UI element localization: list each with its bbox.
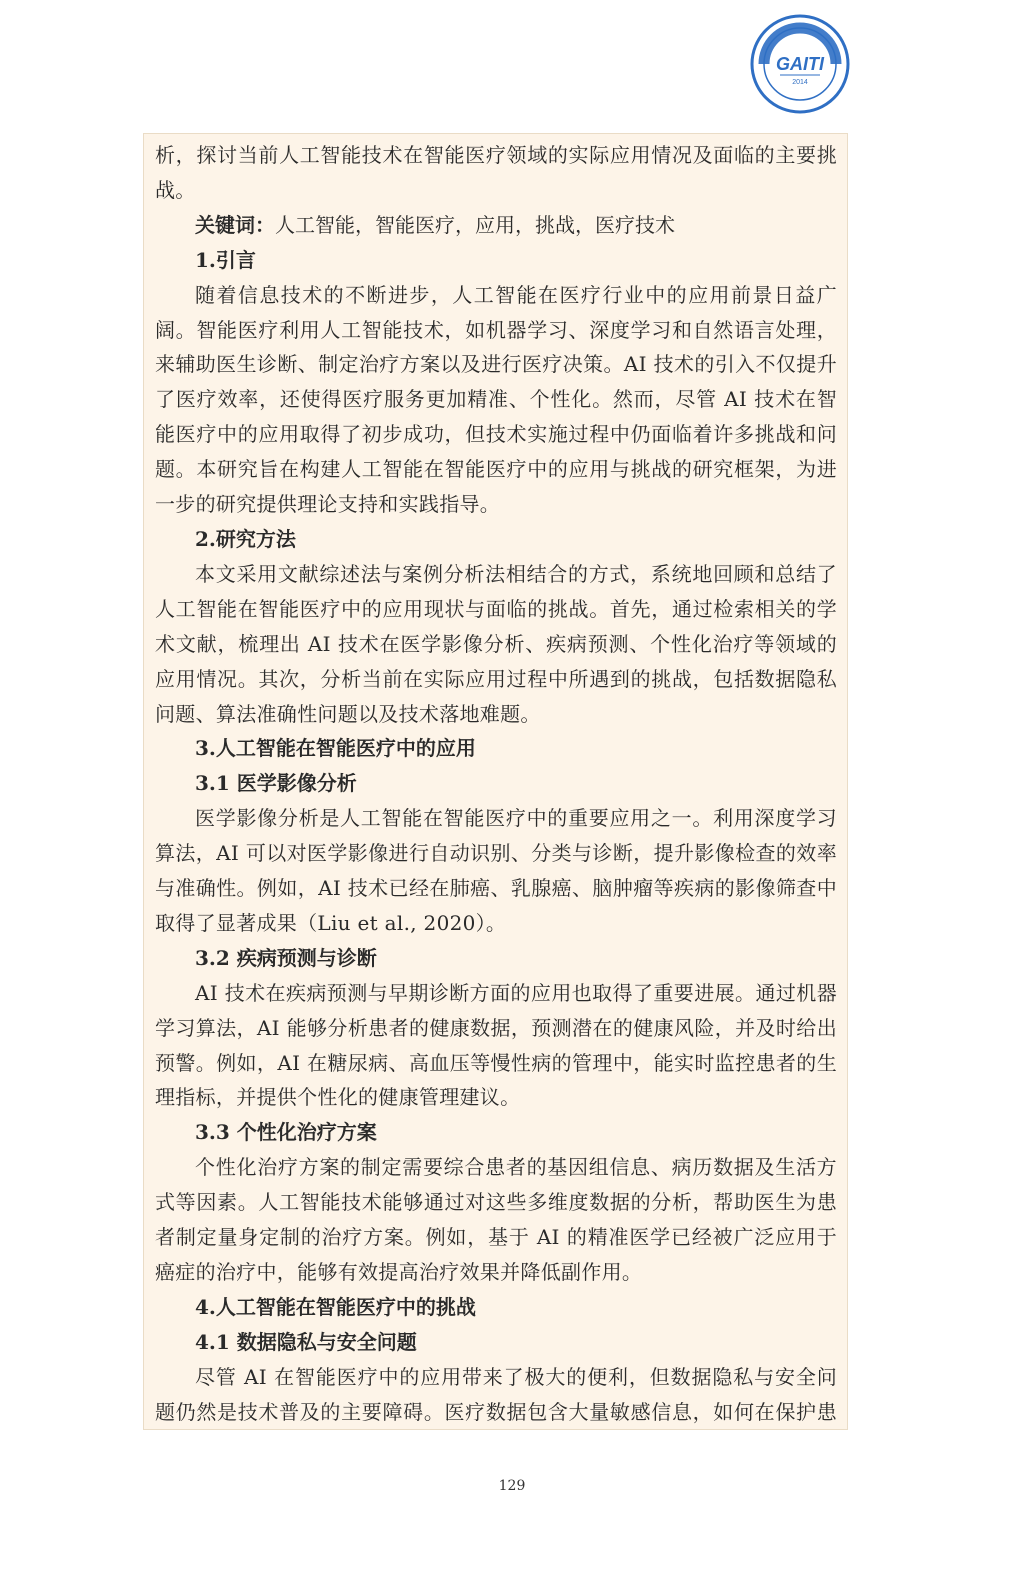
body-line: 问题、算法准确性问题以及技术落地难题。 (155, 701, 541, 726)
body-line: 与准确性。例如，AI 技术已经在肺癌、乳腺癌、脑肿瘤等疾病的影像筛查中 (155, 876, 837, 901)
body-line: 医学影像分析是人工智能在智能医疗中的重要应用之一。利用深度学习 (195, 806, 837, 831)
body-line: 个性化治疗方案的制定需要综合患者的基因组信息、病历数据及生活方 (195, 1155, 837, 1180)
logo-text: GAITI (776, 54, 824, 74)
page-number: 129 (498, 1478, 526, 1494)
body-line: 学习算法，AI 能够分析患者的健康数据，预测潜在的健康风险，并及时给出 (155, 1015, 837, 1040)
body-line: 来辅助医生诊断、制定治疗方案以及进行医疗决策。AI 技术的引入不仅提升 (155, 352, 837, 377)
keywords (155, 208, 837, 243)
keywords-text: 人工智能，智能医疗，应用，挑战，医疗技术 (275, 212, 675, 237)
body-line: 一步的研究提供理论支持和实践指导。 (155, 492, 501, 517)
body-line: 阔。智能医疗利用人工智能技术，如机器学习、深度学习和自然语言处理， (155, 317, 837, 342)
body-line: 算法，AI 可以对医学影像进行自动识别、分类与诊断，提升影像检查的效率 (155, 841, 837, 866)
body-line: 析，探讨当前人工智能技术在智能医疗领域的实际应用情况及面临的主要挑 (155, 143, 837, 167)
body-line: 能医疗中的应用取得了初步成功，但技术实施过程中仍面临着许多挑战和问 (155, 422, 837, 447)
section-heading-3-2: 3.2 疾病预测与诊断 (195, 945, 377, 970)
keywords-label: 关键词： (195, 212, 275, 237)
article-body (143, 133, 848, 1430)
body-line: 预警。例如，AI 在糖尿病、高血压等慢性病的管理中，能实时监控患者的生 (155, 1050, 837, 1075)
body-line: AI 技术在疾病预测与早期诊断方面的应用也取得了重要进展。通过机器 (195, 980, 837, 1005)
logo-year: 2014 (792, 79, 808, 86)
section-heading-1: 1.引言 (195, 247, 256, 272)
body-line: 理指标，并提供个性化的健康管理建议。 (155, 1085, 521, 1110)
section-heading-3-1: 3.1 医学影像分析 (195, 771, 357, 796)
body-line: 随着信息技术的不断进步，人工智能在医疗行业中的应用前景日益广 (195, 282, 837, 307)
body-line: 题仍然是技术普及的主要障碍。医疗数据包含大量敏感信息，如何在保护患 (155, 1399, 837, 1424)
section-heading-4-1: 4.1 数据隐私与安全问题 (195, 1329, 417, 1354)
body-line: 应用情况。其次，分析当前在实际应用过程中所遇到的挑战，包括数据隐私 (155, 666, 837, 691)
body-line: 了医疗效率，还使得医疗服务更加精准、个性化。然而，尽管 AI 技术在智 (155, 387, 837, 412)
body-line: 人工智能在智能医疗中的应用现状与面临的挑战。首先，通过检索相关的学 (155, 596, 837, 621)
section-heading-3: 3.人工智能在智能医疗中的应用 (195, 736, 476, 761)
gaiti-logo (750, 14, 850, 114)
body-line: 者制定量身定制的治疗方案。例如，基于 AI 的精准医学已经被广泛应用于 (155, 1225, 837, 1250)
body-line: 本文采用文献综述法与案例分析法相结合的方式，系统地回顾和总结了 (195, 561, 837, 586)
body-line: 题。本研究旨在构建人工智能在智能医疗中的应用与挑战的研究框架，为进 (155, 457, 837, 482)
section-heading-3-3: 3.3 个性化治疗方案 (195, 1120, 377, 1145)
body-line: 癌症的治疗中，能够有效提高治疗效果并降低副作用。 (155, 1260, 643, 1284)
body-line: 术文献，梳理出 AI 技术在医学影像分析、疾病预测、个性化治疗等领域的 (155, 631, 837, 656)
section-heading-2: 2.研究方法 (195, 526, 296, 551)
body-line: 取得了显著成果（Liu et al., 2020）。 (155, 910, 507, 935)
body-line: 战。 (155, 177, 196, 202)
section-heading-4: 4.人工智能在智能医疗中的挑战 (195, 1294, 476, 1319)
body-line: 式等因素。人工智能技术能够通过对这些多维度数据的分析，帮助医生为患 (155, 1190, 837, 1215)
body-line: 尽管 AI 在智能医疗中的应用带来了极大的便利，但数据隐私与安全问 (195, 1364, 837, 1389)
